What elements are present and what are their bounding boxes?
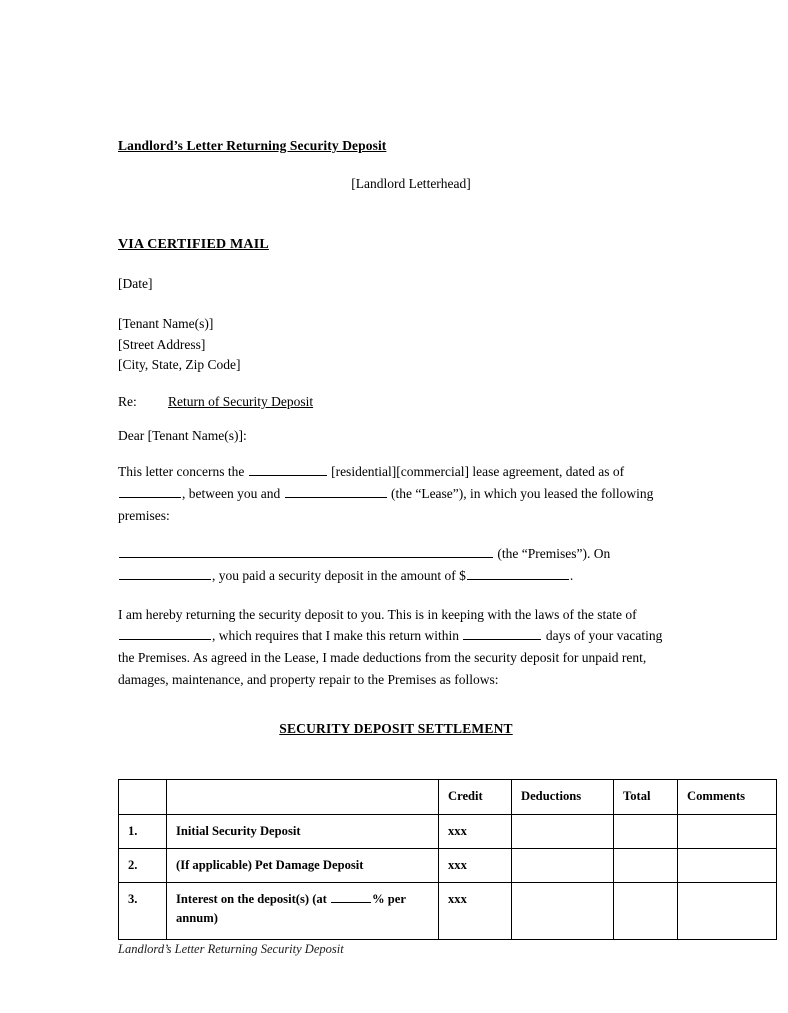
date-placeholder: [Date] [118, 276, 153, 292]
table-header-row [119, 780, 777, 815]
row-total[interactable] [614, 882, 678, 939]
page-footer: Landlord’s Letter Returning Security Deposit [118, 942, 344, 956]
table-row [119, 848, 777, 882]
header-credit: Credit [439, 780, 512, 815]
row-credit: xxx [439, 848, 512, 882]
para1-segment-1: This letter concerns the [118, 464, 248, 480]
paragraph-lease-reference [118, 461, 674, 527]
row-description [167, 882, 439, 939]
row-description: Initial Security Deposit [167, 815, 439, 849]
table-header [119, 780, 777, 815]
blank-interest-rate [331, 890, 371, 902]
re-line [118, 394, 674, 410]
document-body [118, 138, 746, 940]
para2-segment-1: (the “Premises”). On [494, 545, 611, 561]
settlement-section-heading: SECURITY DEPOSIT SETTLEMENT [279, 721, 513, 737]
row-total[interactable] [614, 848, 678, 882]
table-body [119, 815, 777, 940]
recipient-name: [Tenant Name(s)] [118, 316, 214, 332]
header-total: Total [614, 780, 678, 815]
letterhead-placeholder: [Landlord Letterhead] [351, 176, 471, 192]
recipient-street: [Street Address] [118, 336, 206, 352]
header-number [119, 780, 167, 815]
recipient-address-block [118, 314, 674, 376]
header-description [167, 780, 439, 815]
row-description-pre: Interest on the deposit(s) (at [176, 891, 331, 906]
row-number: 3. [119, 882, 167, 939]
row-deductions[interactable] [512, 815, 614, 849]
paragraph-premises [118, 543, 674, 587]
row-description: (If applicable) Pet Damage Deposit [167, 848, 439, 882]
settlement-table [118, 779, 777, 940]
para1-segment-3: , between you and [182, 486, 284, 502]
blank-lease-type [249, 463, 327, 476]
blank-landlord-name [285, 485, 387, 498]
row-number: 2. [119, 848, 167, 882]
row-credit: xxx [439, 815, 512, 849]
paragraph-return-terms [118, 604, 674, 691]
row-description-post: % per annum) [176, 891, 406, 925]
row-deductions[interactable] [512, 848, 614, 882]
delivery-method-heading: VIA CERTIFIED MAIL [118, 237, 269, 253]
row-credit: xxx [439, 882, 512, 939]
para1-segment-2: [residential][commercial] lease agreement, dated as of [327, 464, 625, 480]
row-comments[interactable] [678, 815, 777, 849]
row-deductions[interactable] [512, 882, 614, 939]
para3-segment-1: I am hereby returning the security deposit to you. This is in keeping with the laws of the state of [118, 606, 637, 622]
blank-days [463, 627, 541, 640]
para3-segment-2: , which requires that I make this return within [212, 628, 463, 644]
blank-deposit-date [119, 566, 211, 579]
re-subject: Return of Security Deposit [168, 393, 314, 409]
row-comments[interactable] [678, 882, 777, 939]
para3-segment-3: days of your vacating the Premises. As agreed in the Lease, I made deductions from the security deposit for unpaid rent, damages, maintenance, and property repair to the Premises as follows: [118, 628, 663, 688]
row-comments[interactable] [678, 848, 777, 882]
blank-premises-description [119, 544, 493, 557]
recipient-city-state-zip: [City, State, Zip Code] [118, 357, 241, 373]
row-number: 1. [119, 815, 167, 849]
para1-segment-4: (the “Lease”), in which you leased the following premises: [118, 486, 654, 523]
page-title: Landlord’s Letter Returning Security Deposit [118, 138, 387, 153]
blank-lease-date [119, 485, 181, 498]
table-row [119, 882, 777, 939]
blank-deposit-amount [467, 566, 569, 579]
blank-state [119, 627, 211, 640]
header-comments: Comments [678, 780, 777, 815]
para2-segment-2: , you paid a security deposit in the amount of $ [212, 567, 466, 583]
re-label: Re: [118, 393, 137, 409]
salutation: Dear [Tenant Name(s)]: [118, 428, 247, 444]
header-deductions: Deductions [512, 780, 614, 815]
para2-segment-3: . [569, 567, 574, 583]
row-total[interactable] [614, 815, 678, 849]
table-row [119, 815, 777, 849]
